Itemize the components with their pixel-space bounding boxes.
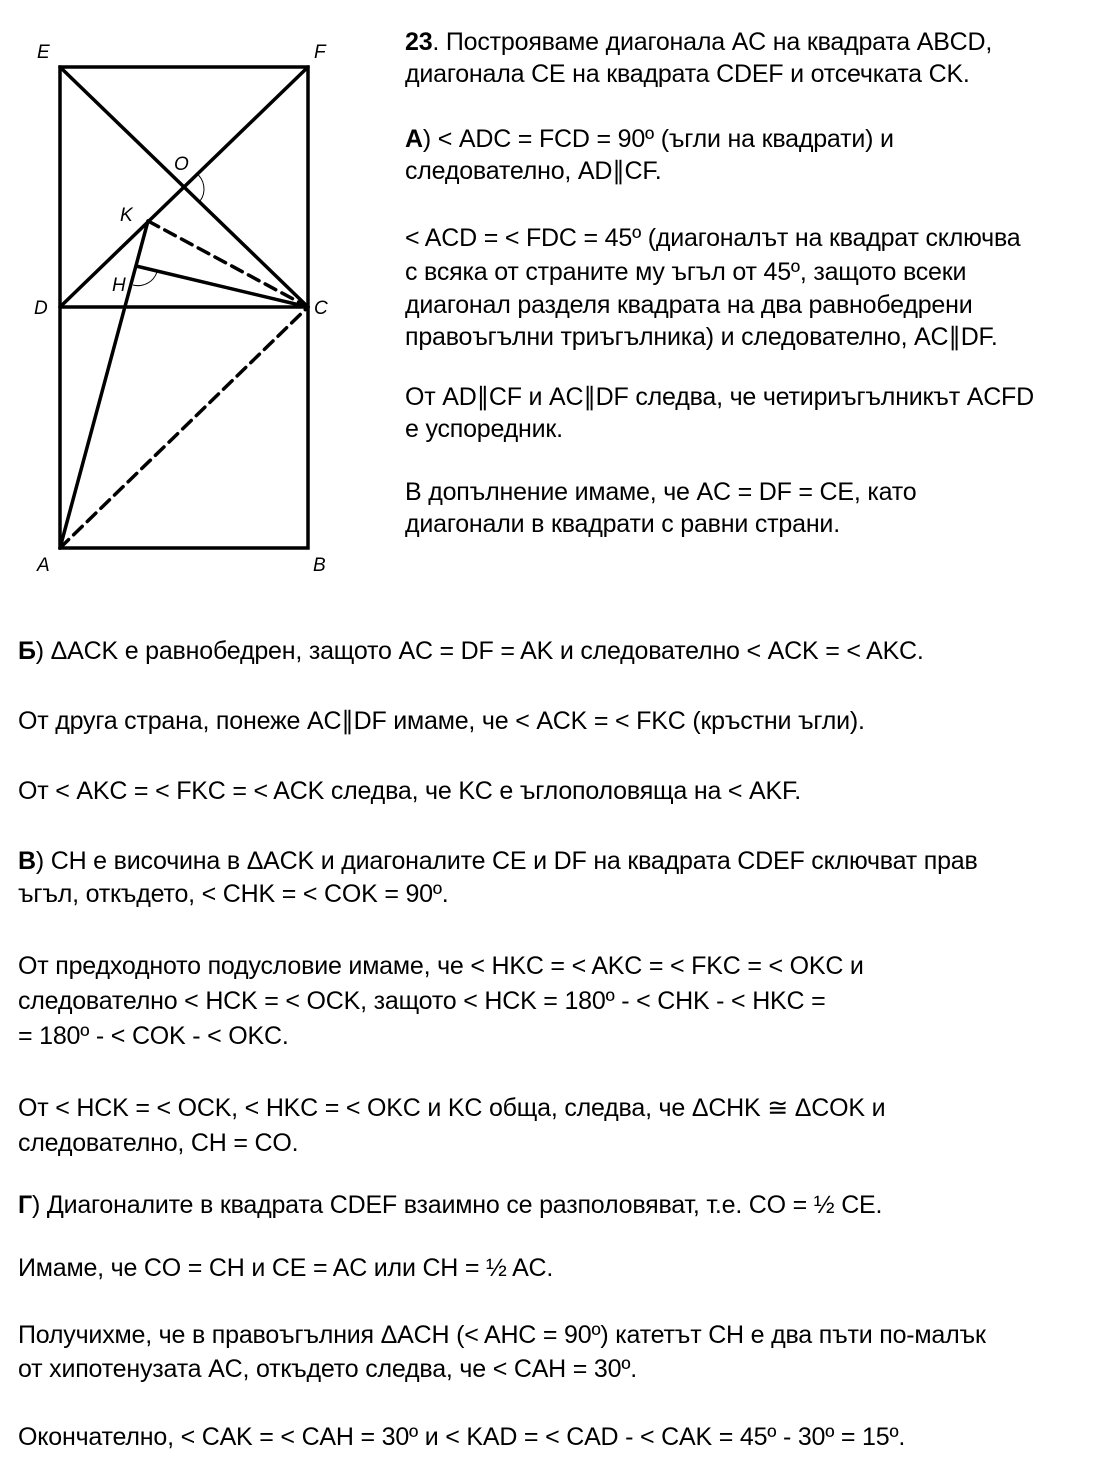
- line-text: Получихме, че в правоъгълния ΔACH (< AHC = 90º) катетът CH е два пъти по-малък: [18, 1321, 986, 1349]
- line-text: Окончателно, < CAK = < CAH = 30º и < KAD = < CAD - < CAK = 45º - 30º = 15º.: [18, 1423, 906, 1451]
- line-text: От друга страна, понеже AC∥DF имаме, че < ACK = < FKC (кръстни ъгли).: [18, 707, 865, 735]
- geometry-diagram: [0, 0, 360, 590]
- text-line: [18, 1423, 905, 1451]
- line-text: следователно < HCK = < OCK, защото < HCK = 180º - < CHK - < HKC =: [18, 987, 826, 1015]
- text-line: [18, 847, 978, 875]
- text-line: [405, 60, 970, 88]
- text-line: [18, 777, 801, 805]
- label-B: B: [313, 555, 326, 576]
- label-D: D: [34, 298, 48, 319]
- line-text: ) Диагоналите в квадрата CDEF взаимно се разполовяват, т.е. CO = ½ CE.: [31, 1191, 883, 1219]
- label-K: K: [120, 205, 133, 226]
- text-line: [405, 258, 966, 286]
- line-text: от хипотенузата AC, откъдето следва, че < CAH = 30º.: [18, 1355, 637, 1383]
- line-text: От AD∥CF и AC∥DF следва, че четириъгълникът ACFD: [405, 383, 1034, 411]
- section-marker: А: [405, 125, 423, 153]
- line-text: ) < ADC = FCD = 90º (ъгли на квадрати) и: [422, 125, 894, 153]
- line-text: ) ΔACK е равнобедрен, защото AC = DF = AK и следователно < ACK = < AKC.: [35, 637, 924, 665]
- label-C: C: [314, 298, 328, 319]
- line-text: е успоредник.: [405, 415, 563, 443]
- text-line: [18, 637, 924, 665]
- line-text: правоъгълни триъгълника) и следователно, AC∥DF.: [405, 323, 998, 351]
- line-text: следователно, CH = CO.: [18, 1129, 299, 1157]
- text-line: [18, 707, 865, 735]
- line-text: с всяка от страните му ъгъл от 45º, защото всеки: [405, 258, 967, 286]
- text-line: [405, 510, 840, 538]
- label-E: E: [37, 42, 50, 63]
- text-line: [18, 1321, 986, 1349]
- line-text: диагонал разделя квадрата на два равнобедрени: [405, 291, 973, 319]
- line-text: = 180º - < COK - < OKC.: [18, 1022, 289, 1050]
- line-text: ) CH е височина в ΔACK и диагоналите CE и DF на квадрата CDEF сключват прав: [35, 847, 978, 875]
- line-text: От < AKC = < FKC = < ACK следва, че KC е ъглополовяща на < AKF.: [18, 777, 802, 805]
- line-text: . Построяваме диагонала AC на квадрата ABCD,: [432, 28, 993, 56]
- text-line: [405, 291, 973, 319]
- line-text: диагонала CE на квадрата CDEF и отсечката CK.: [405, 60, 970, 88]
- text-line: [18, 880, 449, 908]
- text-line: [405, 415, 563, 443]
- line-text: В допълнение имаме, че AC = DF = CE, като: [405, 478, 917, 506]
- segment-KC-dashed: [148, 221, 308, 307]
- label-A: A: [37, 555, 50, 576]
- text-line: [18, 1355, 637, 1383]
- segment-HC: [136, 266, 308, 307]
- text-line: [405, 157, 661, 185]
- label-H: H: [112, 275, 126, 296]
- text-line: [18, 1129, 298, 1157]
- line-text: Имаме, че CO = CH и CE = AC или CH = ½ AC.: [18, 1254, 554, 1282]
- line-text: < ACD = < FDC = 45º (диагоналът на квадрат сключва: [405, 224, 1021, 252]
- text-line: [405, 125, 894, 153]
- section-marker: Г: [18, 1191, 32, 1219]
- text-line: [18, 987, 826, 1015]
- line-text: От < HCK = < OCK, < HKC = < OKC и KC обща, следва, че ΔCHK ≅ ΔCOK и: [18, 1094, 886, 1122]
- text-line: [405, 224, 1021, 252]
- angle-mark-H: [133, 272, 157, 286]
- line-text: следователно, AD∥CF.: [405, 157, 662, 185]
- line-text: диагонали в квадрати с равни страни.: [405, 510, 840, 538]
- text-line: [18, 1022, 289, 1050]
- text-line: [18, 1254, 553, 1282]
- line-text: ъгъл, откъдето, < CHK = < COK = 90º.: [18, 880, 449, 908]
- text-line: [18, 1094, 885, 1122]
- section-marker: Б: [18, 637, 36, 665]
- label-F: F: [314, 42, 326, 63]
- text-line: [18, 1191, 882, 1219]
- text-line: [405, 478, 916, 506]
- section-marker: 23: [405, 28, 433, 56]
- segment-AK: [60, 221, 148, 548]
- line-text: От предходното подусловие имаме, че < HKC = < AKC = < FKC = < OKC и: [18, 952, 864, 980]
- text-line: [405, 323, 998, 351]
- angle-mark-O: [196, 173, 204, 201]
- text-line: [18, 952, 864, 980]
- text-line: [405, 28, 992, 56]
- section-marker: В: [18, 847, 36, 875]
- segment-AC-dashed: [60, 307, 308, 548]
- text-line: [405, 383, 1034, 411]
- label-O: O: [174, 154, 189, 175]
